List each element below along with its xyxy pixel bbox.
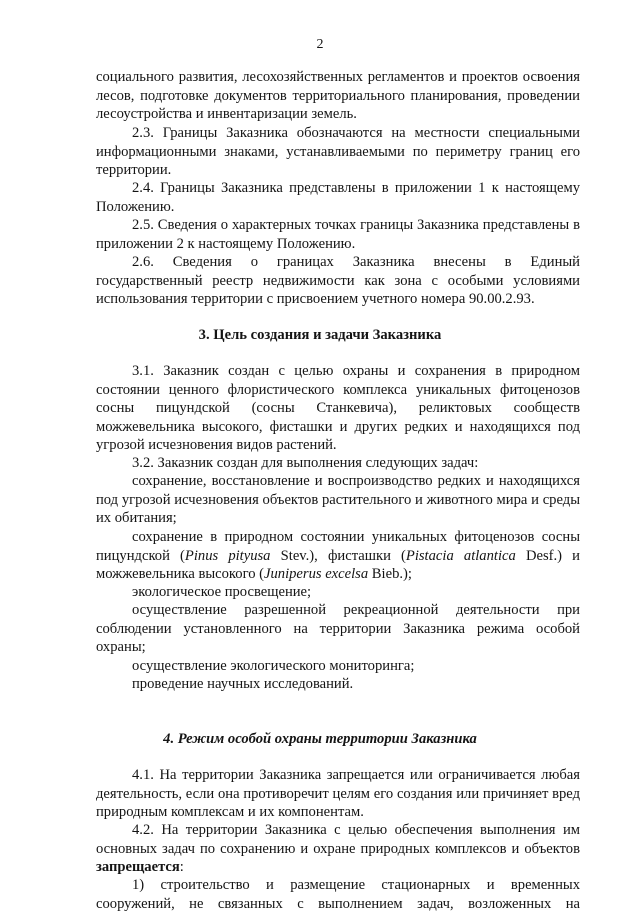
task-item-3: экологическое просвещение; xyxy=(132,584,312,600)
section-4-heading: 4. Режим особой охраны территории Заказника xyxy=(163,731,477,747)
task-item-4: осуществление разрешенной рекреационной деятельности при соблюдении установленного на территории Заказника режима особой охраны; xyxy=(96,602,580,655)
paragraph-4-1: 4.1. На территории Заказника запрещается или ограничивается любая деятельность, если она противоречит целям его создания или причиняет вред природным комплексам и их компонентам. xyxy=(96,767,580,820)
paragraph-3-1: 3.1. Заказник создан с целью охраны и сохранения в природном состоянии ценного флористического комплекса уникальных фитоценозов сосны пицундской (сосны Станкевича), реликтовых сообществ можжевельника высокого, фисташки и других редких и находящихся под угрозой исчезновения видов растений. xyxy=(96,363,580,453)
task-item-1: сохранение, восстановление и воспроизводство редких и находящихся под угрозой исчезновения объектов растительного и животного мира и среды их обитания; xyxy=(96,473,580,526)
prohibited-keyword: запрещается xyxy=(96,859,180,875)
latin-name-juniperus: Juniperus excelsa xyxy=(264,566,369,582)
task-item-2: сохранение в природном состоянии уникальных фитоценозов сосны пицундской (Pinus pityusa Stev.), фисташки (Pistacia atlantica Desf.) и можжевельника высокого (Juniperus excelsa Bieb.); xyxy=(96,529,580,582)
paragraph-4-2: 4.2. На территории Заказника с целью обеспечения выполнения им основных задач по сохранению и охране природных комплексов и объектов запрещается: xyxy=(96,822,580,875)
latin-name-pistacia: Pistacia atlantica xyxy=(405,547,516,564)
page-number: 2 xyxy=(316,37,324,52)
paragraph-2-6: 2.6. Сведения о границах Заказника внесены в Единый государственный реестр недвижимости как зона с особыми условиями использования территории с присвоением учетного номера 90.00.2.93. xyxy=(96,254,580,307)
paragraph-intro: социального развития, лесохозяйственных регламентов и проектов освоения лесов, подготовке документов территориального планирования, проведении лесоустройства и инвентаризации земель. xyxy=(96,69,580,122)
paragraph-2-4: 2.4. Границы Заказника представлены в приложении 1 к настоящему Положению. xyxy=(96,180,580,215)
task-item-6: проведение научных исследований. xyxy=(132,676,354,692)
paragraph-2-3: 2.3. Границы Заказника обозначаются на местности специальными информационными знаками, устанавливаемыми по периметру границ его территории. xyxy=(96,125,580,178)
paragraph-2-5: 2.5. Сведения о характерных точках границы Заказника представлены в приложении 2 к настоящему Положению. xyxy=(96,217,580,252)
latin-name-pinus: Pinus pityusa xyxy=(184,547,271,564)
paragraph-3-2: 3.2. Заказник создан для выполнения следующих задач: xyxy=(132,455,479,471)
prohibition-item-1: 1) строительство и размещение стационарных и временных сооружений, не связанных с выполнением задач, возложенных на xyxy=(96,877,580,912)
task-item-5: осуществление экологического мониторинга; xyxy=(132,658,415,674)
section-3-heading: 3. Цель создания и задачи Заказника xyxy=(198,327,442,343)
